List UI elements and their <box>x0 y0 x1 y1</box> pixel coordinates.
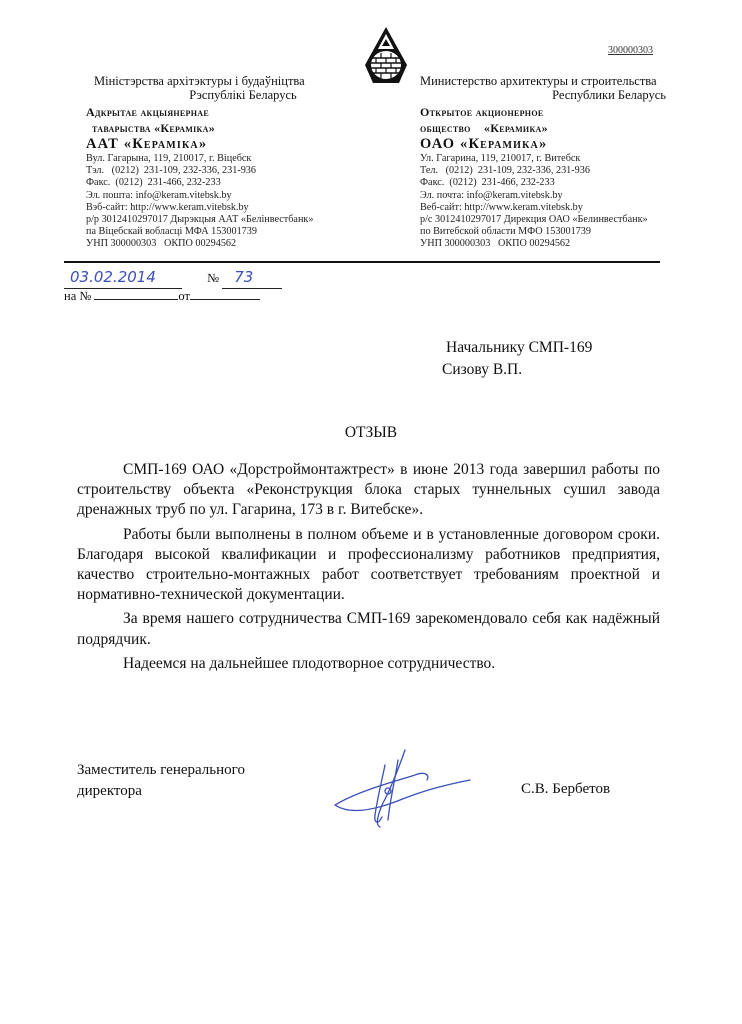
addressee-name: Сизову В.П. <box>442 361 523 378</box>
fax: Факс. (0212) 231-466, 232-233 <box>420 177 555 189</box>
org-name-line2: общество «Керамика» <box>420 121 548 135</box>
website: Веб-сайт: http://www.keram.vitebsk.by <box>420 201 583 213</box>
phone: Тел. (0212) 231-109, 232-336, 231-936 <box>420 165 590 177</box>
date-field <box>64 267 182 289</box>
bank-account: р/р 3012410297017 Дырэкцыя ААТ «Белінвестбанк» <box>86 214 314 226</box>
handwritten-date: 03.02.2014 <box>70 268 156 286</box>
addressee <box>442 337 593 381</box>
number-field <box>222 267 282 289</box>
signatory-position <box>77 760 245 802</box>
document-number: 300000303 <box>608 45 653 56</box>
reply-to-label: на № <box>64 289 92 303</box>
bank-region: па Віцебскай вобласці МФА 153001739 <box>86 226 257 238</box>
document-title: ОТЗЫВ <box>344 424 398 441</box>
email: Эл. почта: info@keram.vitebsk.by <box>420 189 563 201</box>
signatory-position-line2: директора <box>77 783 142 799</box>
ministry-name <box>420 74 678 102</box>
org-name-line1: Адкрытае акцыянернае <box>86 105 209 119</box>
bank-region: по Витебской области МФО 153001739 <box>420 226 591 238</box>
signatory-name: С.В. Бербетов <box>521 781 611 797</box>
ministry-line1: Министерство архитектуры и строительства <box>420 74 657 88</box>
fax: Факс. (0212) 231-466, 232-233 <box>86 177 221 189</box>
keramika-logo-icon <box>363 25 409 85</box>
ministry-line2: Республики Беларусь <box>552 88 666 102</box>
org-abbreviation: ААТ «Кераміка» <box>86 136 208 152</box>
org-name-line2: таварыства «Кераміка» <box>92 121 216 135</box>
ministry-line2: Рэспублікі Беларусь <box>189 88 297 102</box>
email: Эл. пошта: info@keram.vitebsk.by <box>86 189 232 201</box>
org-name-line1: Открытое акционерное <box>420 105 544 119</box>
addressee-position: Начальнику СМП-169 <box>446 339 593 356</box>
reply-number-field <box>94 288 178 300</box>
letterhead-belarusian <box>86 74 356 251</box>
number-label: № <box>207 271 220 285</box>
letterhead-russian <box>420 74 690 251</box>
contact-details <box>420 153 690 251</box>
body-paragraph: За время нашего сотрудничества СМП-169 зарекомендовало себя как надёжный подрядчик. <box>77 610 660 648</box>
handwritten-signature-icon <box>330 745 480 830</box>
address: Ул. Гагарина, 119, 210017, г. Витебск <box>420 153 581 164</box>
address: Вул. Гагарына, 119, 210017, г. Віцебск <box>86 153 252 164</box>
letter-body <box>77 460 660 678</box>
website: Вэб-сайт: http://www.keram.vitebsk.by <box>86 201 249 213</box>
ministry-line1: Міністэрства архітэктуры і будаўніцтва <box>94 74 305 88</box>
letterhead-divider <box>64 261 660 263</box>
reply-date-field <box>190 288 260 300</box>
contact-details <box>86 153 356 251</box>
handwritten-number: 73 <box>234 268 254 286</box>
bank-account: р/с 3012410297017 Дирекция ОАО «Белинвестбанк» <box>420 214 648 226</box>
org-abbreviation: ОАО «Керамика» <box>420 136 548 152</box>
tax-ids: УНП 300000303 ОКПО 00294562 <box>86 238 237 250</box>
registration-block <box>64 267 282 305</box>
reply-from-label: от <box>178 289 190 303</box>
ministry-name <box>94 74 352 102</box>
tax-ids: УНП 300000303 ОКПО 00294562 <box>420 238 571 250</box>
body-paragraph: Работы были выполнены в полном объеме и в установленные договором сроки. Благодаря высокой квалификации и профессионализму работников предприятия, качество строительно-монтажных работ соответствует требованиям проектной и нормативно-технической документации. <box>77 525 660 604</box>
phone: Тэл. (0212) 231-109, 232-336, 231-936 <box>86 165 256 177</box>
body-paragraph: СМП-169 ОАО «Дорстроймонтажтрест» в июне 2013 года завершил работы по строительству объекта «Реконструкция блока старых туннельных сушил завода дренажных труб по ул. Гагарина, 173 в г. Витебске». <box>77 461 660 519</box>
body-paragraph: Надеемся на дальнейшее плодотворное сотрудничество. <box>123 654 496 672</box>
signatory-position-line1: Заместитель генерального <box>77 762 245 778</box>
